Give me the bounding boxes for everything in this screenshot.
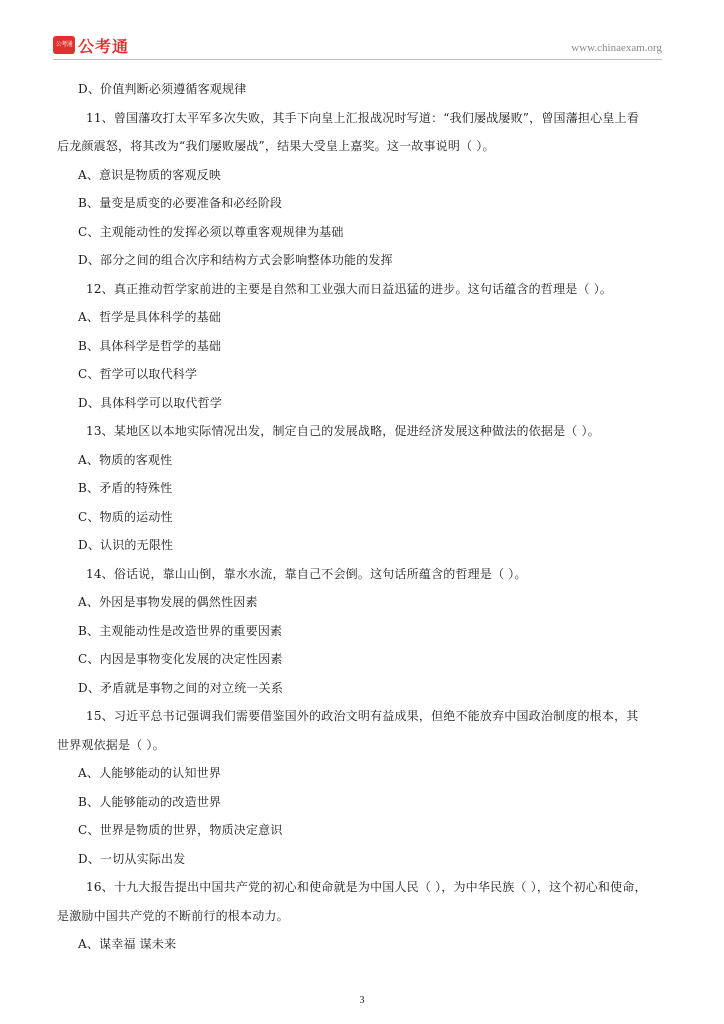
option-line: B、具体科学是哲学的基础 <box>78 338 222 353</box>
document-body <box>57 75 671 959</box>
option-line: D、价值判断必须遵循客观规律 <box>78 82 247 96</box>
brand-logo[interactable] <box>53 35 129 55</box>
option-line: A、谋幸福 谋未来 <box>78 937 177 951</box>
question-continuation: 后龙颜震怒，将其改为“我们屡败屡战”，结果大受皇上嘉奖。这一故事说明（ ）。 <box>57 139 495 153</box>
option-line: A、物质的客观性 <box>78 452 173 467</box>
page-number: 3 <box>359 995 365 1006</box>
option-line: C、世界是物质的世界，物质决定意识 <box>78 823 283 837</box>
option-line: C、内因是事物变化发展的决定性因素 <box>78 652 283 666</box>
option-line: D、认识的无限性 <box>78 538 174 552</box>
logo-badge: 公考通 <box>53 36 75 54</box>
option-line: A、哲学是具体科学的基础 <box>78 310 222 324</box>
option-line: C、哲学可以取代科学 <box>78 367 198 381</box>
question-line: 14、俗话说，靠山山倒，靠水水流，靠自己不会倒。这句话所蕴含的哲理是（ ）。 <box>86 566 527 581</box>
option-line: D、矛盾就是事物之间的对立统一关系 <box>78 680 284 695</box>
question-line: 15、习近平总书记强调我们需要借鉴国外的政治文明有益成果，但绝不能放弃中国政治制度的根本，其 <box>86 709 639 723</box>
option-line: C、物质的运动性 <box>78 509 173 524</box>
option-line: D、一切从实际出发 <box>78 851 186 866</box>
header-divider <box>53 59 662 60</box>
option-line: A、人能够能动的认知世界 <box>78 766 222 780</box>
question-line: 12、真正推动哲学家前进的主要是自然和工业强大而日益迅猛的进步。这句话蕴含的哲理是（ ）。 <box>86 281 613 296</box>
option-line: B、人能够能动的改造世界 <box>78 794 222 809</box>
option-line: C、主观能动性的发挥必须以尊重客观规律为基础 <box>78 224 344 239</box>
site-url[interactable]: www.chinaexam.org <box>571 42 662 54</box>
option-line: B、量变是质变的必要准备和必经阶段 <box>78 196 283 210</box>
question-line: 11、曾国藩攻打太平军多次失败，其手下向皇上汇报战况时写道：“我们屡战屡败”，曾国藩担心皇上看 <box>86 110 639 125</box>
option-line: B、矛盾的特殊性 <box>78 481 173 495</box>
option-line: D、具体科学可以取代哲学 <box>78 395 223 410</box>
option-line: B、主观能动性是改造世界的重要因素 <box>78 623 283 638</box>
question-line: 16、十九大报告提出中国共产党的初心和使命就是为中国人民（ ），为中华民族（ ），这个初心和使命， <box>86 880 647 894</box>
question-line: 13、某地区以本地实际情况出发，制定自己的发展战略，促进经济发展这种做法的依据是（ ）。 <box>86 424 600 438</box>
question-continuation: 是激励中国共产党的不断前行的根本动力。 <box>57 908 289 923</box>
option-line: D、部分之间的组合次序和结构方式会影响整体功能的发挥 <box>78 253 393 267</box>
page-header <box>0 0 724 64</box>
logo-text: 公考通 <box>78 36 130 56</box>
question-continuation: 世界观依据是（ ）。 <box>57 737 165 752</box>
option-line: A、意识是物质的客观反映 <box>78 167 222 182</box>
option-line: A、外因是事物发展的偶然性因素 <box>78 595 258 609</box>
